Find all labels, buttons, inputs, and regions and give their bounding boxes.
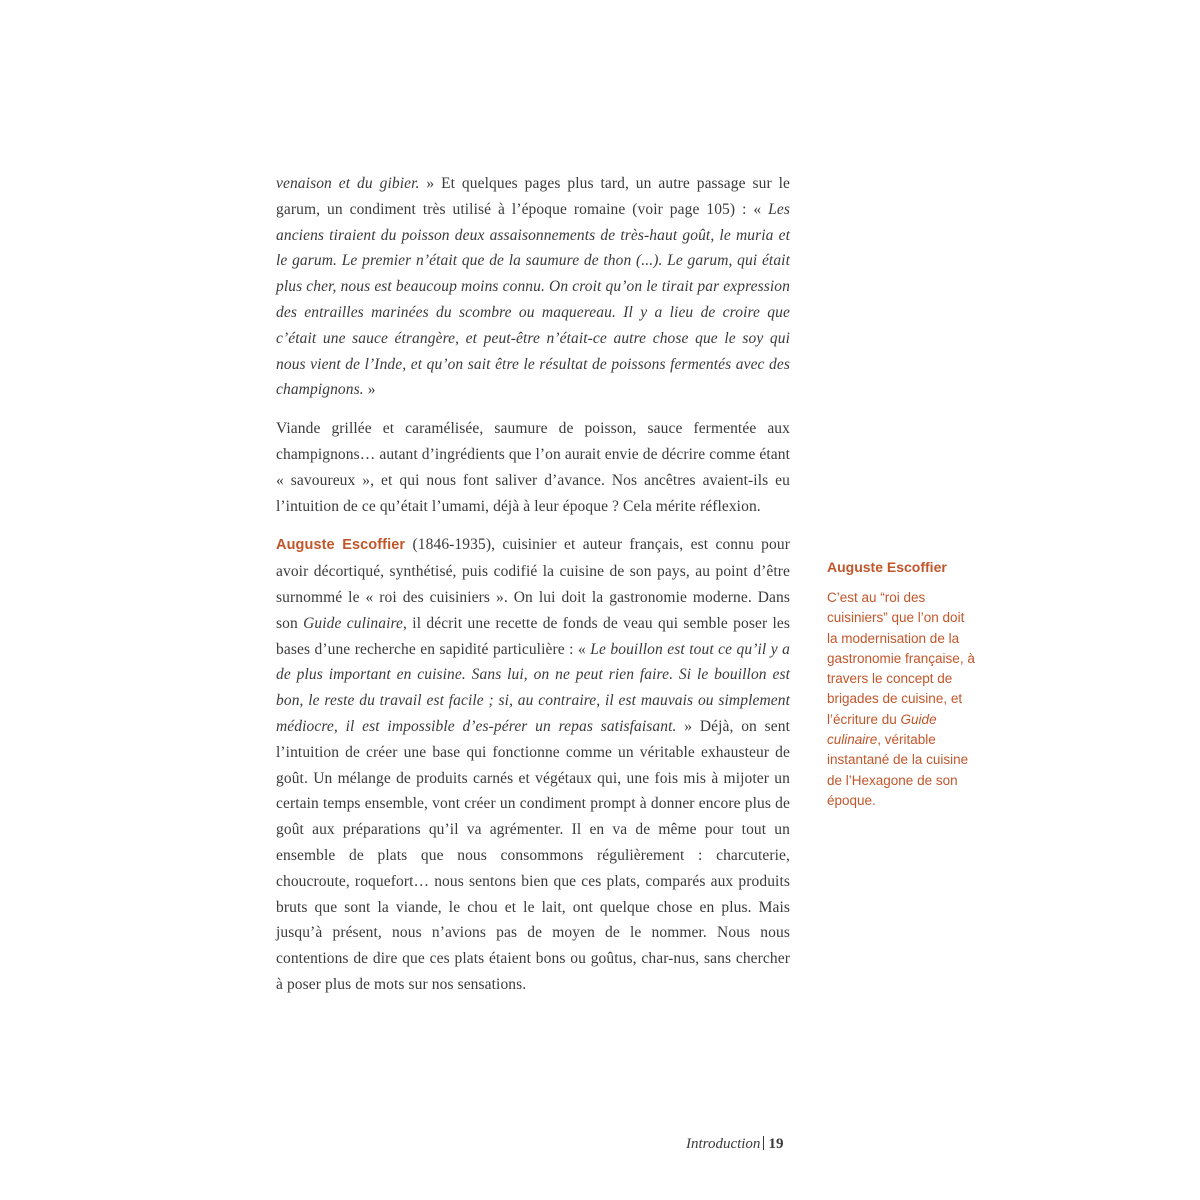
escoffier-name: Auguste Escoffier [276,537,406,554]
page-footer [686,1136,783,1153]
section-name: Introduction [686,1136,761,1152]
garum-quote: Les anciens tiraient du poisson deux assaisonnements de très-haut goût, le muria et le garum. Le premier n’était que de la saumure de thon (...). Le garum, qui était plus cher, nous est beaucoup moins connu. On croit qu’on le tirait par expression des entrailles marinées du scombre ou maquereau. Il y a lieu de croire que c’était une sauce étrangère, et peut-être n’était-ce autre chose que le soy qui nous vient de l’Inde, et qu’on sait être le résultat de poissons fermentés avec des champignons. [276,200,790,399]
sidebar-note [827,557,977,811]
footer-divider [763,1136,764,1150]
body-text: » Et quelques pages plus tard, un autre passage sur le garum, un condiment très utilisé à l’époque romaine (voir page 105) : « [276,175,790,218]
paragraph-escoffier [276,532,790,997]
body-text: » Déjà, on sent l’intuition de créer une base qui fonctionne comme un véritable exhausteur de goût. Un mélange de produits carnés et végétaux qui, une fois mis à mijoter un certain temps ensemble, vont créer un condiment prompt à donner encore plus de goût aux préparations qu’il va agrémenter. Il en va de même pour tout un ensemble de plats que nous consommons régulièrement : charcuterie, choucroute, roquefort… nous sentons bien que ces plats, comparés aux produits bruts que sont la viande, le chou et le lait, ont quelque chose en plus. Mais jusqu’à présent, nous n’avions pas de moyen de le nommer. Nous nous contentions de dire que ces plats étaient bons ou goûtus, char-nus, sans chercher à poser plus de mots sur nos sensations. [276,717,791,993]
sidebar-text: , véritable instantané de la cuisine de l’Hexagone de son époque. [827,732,969,808]
sidebar-body [827,588,977,811]
sidebar-text: C’est au “roi des cuisiniers” que l’on doit la modernisation de la gastronomie française, à travers le concept de brigades de cuisine, et l’écriture du [827,590,975,727]
bouillon-quote: Le bouillon est tout ce qu’il y a de plus important en cuisine. Sans lui, on ne peut rien faire. Si le bouillon est bon, le reste du travail est facile ; si, au contraire, il est mauvais ou simplement médiocre, il est impossible d’es-pérer un repas satisfaisant. [276,640,790,735]
body-text: » [363,381,376,399]
paragraph-umami [276,416,790,519]
main-text-column [276,171,790,998]
paragraph-garum-quote [276,171,790,403]
page-number: 19 [768,1136,784,1152]
body-text: Viande grillée et caramélisée, saumure de poisson, sauce fermentée aux champignons… autant d’ingrédients que l’on aurait envie de décrire comme étant « savoureux », et qui nous font saliver d’avance. Nos ancêtres avaient-ils eu l’intuition de ce qu’était l’umami, déjà à leur époque ? Cela mérite réflexion. [276,420,790,515]
body-text: (1846-1935), cuisinier et auteur français, est connu pour avoir décortiqué, synthétisé, puis codifié la cuisine de son pays, au point d’être surnommé le « roi des cuisiniers ». On lui doit la gastronomie moderne. Dans son [276,536,790,632]
book-title: Guide culinaire [303,614,404,632]
sidebar-book-title: Guide culinaire [827,711,937,748]
sidebar-title: Auguste Escoffier [827,559,947,575]
body-text: , il décrit une recette de fonds de veau qui semble poser les bases d’une recherche en sapidité particulière : « [276,614,791,658]
quote-fragment: venaison et du gibier. [276,175,420,192]
